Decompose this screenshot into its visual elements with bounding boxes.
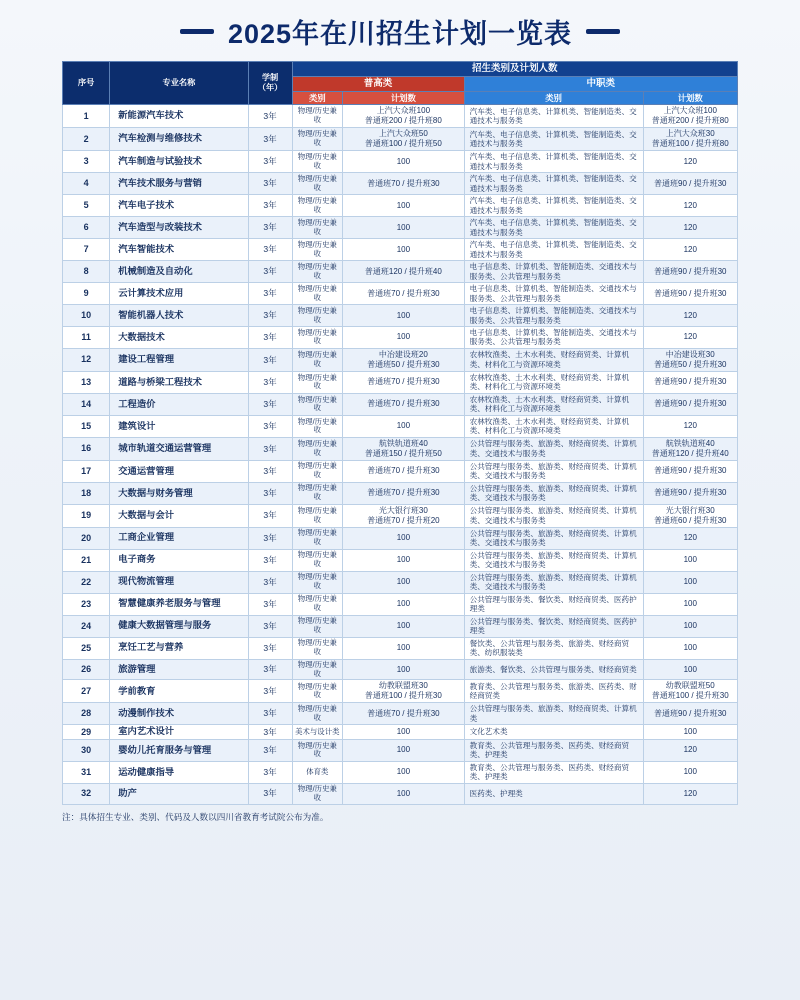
- table-row: [63, 460, 738, 482]
- cell-pg-plan: 上汽大众班100 普通班200 / 提升班80: [343, 105, 465, 128]
- cell-years: 3年: [248, 261, 292, 283]
- cell-years: 3年: [248, 783, 292, 804]
- cell-pg-plan: 普通班70 / 提升班30: [343, 173, 465, 195]
- cell-index: 22: [63, 571, 110, 593]
- cell-zz-kind: 农林牧渔类、土木水利类、财经商贸类、计算机类、材料化工与资源环境类: [464, 415, 643, 437]
- cell-index: 32: [63, 783, 110, 804]
- cell-zz-kind: 公共管理与服务类、旅游类、财经商贸类、计算机类、交通技术与服务类: [464, 527, 643, 549]
- cell-pg-kind: 物理/历史兼收: [292, 549, 343, 571]
- cell-pg-plan: 100: [343, 195, 465, 217]
- cell-index: 24: [63, 615, 110, 637]
- cell-years: 3年: [248, 283, 292, 305]
- cell-pg-kind: 物理/历史兼收: [292, 571, 343, 593]
- cell-index: 19: [63, 504, 110, 527]
- cell-zz-kind: 汽车类、电子信息类、计算机类、智能制造类、交通技术与服务类: [464, 217, 643, 239]
- cell-years: 3年: [248, 151, 292, 173]
- col-header-zz-plan: 计划数: [643, 91, 738, 105]
- cell-zz-plan: 幼教联盟班50 普通班100 / 提升班30: [643, 680, 738, 703]
- cell-zz-plan: 100: [643, 549, 738, 571]
- cell-zz-plan: 上汽大众班30 普通班100 / 提升班80: [643, 128, 738, 151]
- cell-index: 31: [63, 761, 110, 783]
- table-row: [63, 725, 738, 740]
- cell-zz-kind: 汽车类、电子信息类、计算机类、智能制造类、交通技术与服务类: [464, 173, 643, 195]
- cell-index: 3: [63, 151, 110, 173]
- cell-years: 3年: [248, 128, 292, 151]
- admission-plan-table: [62, 61, 738, 805]
- table-row: [63, 173, 738, 195]
- cell-pg-kind: 物理/历史兼收: [292, 739, 343, 761]
- cell-years: 3年: [248, 173, 292, 195]
- cell-index: 5: [63, 195, 110, 217]
- cell-pg-plan: 100: [343, 217, 465, 239]
- cell-zz-kind: 教育类、公共管理与服务类、医药类、财经商贸类、护理类: [464, 761, 643, 783]
- cell-pg-plan: 100: [343, 783, 465, 804]
- cell-years: 3年: [248, 703, 292, 725]
- cell-years: 3年: [248, 659, 292, 680]
- cell-index: 18: [63, 482, 110, 504]
- table-row: [63, 371, 738, 393]
- cell-zz-plan: 120: [643, 415, 738, 437]
- table-row: [63, 283, 738, 305]
- cell-zz-plan: 普通班90 / 提升班30: [643, 283, 738, 305]
- table-row: [63, 504, 738, 527]
- cell-major: 汽车检测与维修技术: [110, 128, 248, 151]
- cell-major: 汽车电子技术: [110, 195, 248, 217]
- cell-index: 30: [63, 739, 110, 761]
- cell-zz-kind: 公共管理与服务类、旅游类、财经商贸类、计算机类: [464, 703, 643, 725]
- cell-years: 3年: [248, 195, 292, 217]
- cell-years: 3年: [248, 371, 292, 393]
- page-title: [0, 0, 800, 61]
- cell-years: 3年: [248, 680, 292, 703]
- table-header-row-1: [63, 62, 738, 77]
- cell-zz-kind: 电子信息类、计算机类、智能制造类、交通技术与服务类、公共管理与服务类: [464, 283, 643, 305]
- page-title-text: 2025年在川招生计划一览表: [227, 19, 573, 49]
- col-header-major: 专业名称: [110, 62, 248, 105]
- cell-years: 3年: [248, 105, 292, 128]
- cell-years: 3年: [248, 415, 292, 437]
- table-row: [63, 305, 738, 327]
- cell-pg-plan: 100: [343, 305, 465, 327]
- cell-pg-plan: 100: [343, 725, 465, 740]
- table-row: [63, 217, 738, 239]
- table-row: [63, 680, 738, 703]
- cell-major: 电子商务: [110, 549, 248, 571]
- table-row: [63, 195, 738, 217]
- cell-pg-plan: 普通班70 / 提升班30: [343, 703, 465, 725]
- cell-zz-plan: 航铁轨道班40 普通班120 / 提升班40: [643, 437, 738, 460]
- cell-major: 大数据与会计: [110, 504, 248, 527]
- col-header-pg-plan: 计划数: [343, 91, 465, 105]
- cell-pg-plan: 普通班70 / 提升班30: [343, 371, 465, 393]
- cell-zz-plan: 100: [643, 637, 738, 659]
- cell-zz-kind: 农林牧渔类、土木水利类、财经商贸类、计算机类、材料化工与资源环境类: [464, 371, 643, 393]
- cell-zz-plan: 普通班90 / 提升班30: [643, 482, 738, 504]
- table-row: [63, 783, 738, 804]
- cell-index: 20: [63, 527, 110, 549]
- cell-major: 机械制造及自动化: [110, 261, 248, 283]
- cell-pg-plan: 100: [343, 739, 465, 761]
- table-row: [63, 761, 738, 783]
- cell-major: 健康大数据管理与服务: [110, 615, 248, 637]
- cell-pg-kind: 物理/历史兼收: [292, 283, 343, 305]
- cell-years: 3年: [248, 739, 292, 761]
- cell-zz-kind: 医药类、护理类: [464, 783, 643, 804]
- cell-major: 室内艺术设计: [110, 725, 248, 740]
- cell-pg-kind: 物理/历史兼收: [292, 305, 343, 327]
- cell-pg-plan: 100: [343, 571, 465, 593]
- cell-pg-kind: 物理/历史兼收: [292, 460, 343, 482]
- cell-years: 3年: [248, 393, 292, 415]
- cell-zz-plan: 普通班90 / 提升班30: [643, 371, 738, 393]
- cell-zz-kind: 汽车类、电子信息类、计算机类、智能制造类、交通技术与服务类: [464, 195, 643, 217]
- col-header-pg-kind: 类别: [292, 91, 343, 105]
- cell-zz-kind: 公共管理与服务类、餐饮类、财经商贸类、医药护理类: [464, 615, 643, 637]
- cell-zz-plan: 120: [643, 739, 738, 761]
- cell-index: 7: [63, 239, 110, 261]
- cell-years: 3年: [248, 725, 292, 740]
- cell-major: 汽车造型与改装技术: [110, 217, 248, 239]
- cell-major: 智能机器人技术: [110, 305, 248, 327]
- cell-zz-kind: 电子信息类、计算机类、智能制造类、交通技术与服务类、公共管理与服务类: [464, 261, 643, 283]
- cell-pg-kind: 物理/历史兼收: [292, 217, 343, 239]
- cell-major: 婴幼儿托育服务与管理: [110, 739, 248, 761]
- cell-zz-kind: 公共管理与服务类、旅游类、财经商贸类、计算机类、交通技术与服务类: [464, 460, 643, 482]
- cell-index: 4: [63, 173, 110, 195]
- cell-pg-plan: 航铁轨道班40 普通班150 / 提升班50: [343, 437, 465, 460]
- cell-pg-kind: 物理/历史兼收: [292, 239, 343, 261]
- cell-major: 建设工程管理: [110, 348, 248, 371]
- cell-pg-kind: 物理/历史兼收: [292, 482, 343, 504]
- cell-index: 16: [63, 437, 110, 460]
- cell-pg-kind: 物理/历史兼收: [292, 261, 343, 283]
- cell-pg-kind: 物理/历史兼收: [292, 637, 343, 659]
- cell-pg-kind: 物理/历史兼收: [292, 615, 343, 637]
- table-row: [63, 549, 738, 571]
- cell-major: 烹饪工艺与营养: [110, 637, 248, 659]
- cell-index: 15: [63, 415, 110, 437]
- cell-zz-kind: 公共管理与服务类、旅游类、财经商贸类、计算机类、交通技术与服务类: [464, 482, 643, 504]
- table-row: [63, 415, 738, 437]
- cell-index: 1: [63, 105, 110, 128]
- cell-index: 11: [63, 327, 110, 349]
- cell-pg-kind: 物理/历史兼收: [292, 393, 343, 415]
- cell-pg-plan: 100: [343, 239, 465, 261]
- table-row: [63, 615, 738, 637]
- cell-major: 大数据与财务管理: [110, 482, 248, 504]
- cell-pg-kind: 物理/历史兼收: [292, 415, 343, 437]
- cell-pg-plan: 100: [343, 593, 465, 615]
- cell-zz-kind: 汽车类、电子信息类、计算机类、智能制造类、交通技术与服务类: [464, 105, 643, 128]
- cell-major: 工程造价: [110, 393, 248, 415]
- cell-zz-kind: 汽车类、电子信息类、计算机类、智能制造类、交通技术与服务类: [464, 151, 643, 173]
- title-left-dash-icon: [180, 29, 214, 34]
- cell-index: 17: [63, 460, 110, 482]
- cell-zz-plan: 100: [643, 761, 738, 783]
- cell-pg-kind: 物理/历史兼收: [292, 151, 343, 173]
- cell-zz-kind: 公共管理与服务类、旅游类、财经商贸类、计算机类、交通技术与服务类: [464, 504, 643, 527]
- cell-years: 3年: [248, 239, 292, 261]
- cell-pg-plan: 100: [343, 549, 465, 571]
- cell-zz-kind: 汽车类、电子信息类、计算机类、智能制造类、交通技术与服务类: [464, 239, 643, 261]
- cell-pg-plan: 光大银行班30 普通班70 / 提升班20: [343, 504, 465, 527]
- cell-zz-plan: 普通班90 / 提升班30: [643, 261, 738, 283]
- cell-index: 8: [63, 261, 110, 283]
- cell-index: 10: [63, 305, 110, 327]
- cell-major: 学前教育: [110, 680, 248, 703]
- cell-zz-plan: 光大银行班30 普通班60 / 提升班30: [643, 504, 738, 527]
- cell-zz-plan: 120: [643, 239, 738, 261]
- cell-pg-kind: 物理/历史兼收: [292, 128, 343, 151]
- cell-zz-kind: 教育类、公共管理与服务类、医药类、财经商贸类、护理类: [464, 739, 643, 761]
- cell-years: 3年: [248, 761, 292, 783]
- cell-zz-kind: 电子信息类、计算机类、智能制造类、交通技术与服务类、公共管理与服务类: [464, 305, 643, 327]
- cell-major: 助产: [110, 783, 248, 804]
- cell-zz-plan: 120: [643, 783, 738, 804]
- cell-years: 3年: [248, 217, 292, 239]
- col-header-years: 学制 （年）: [248, 62, 292, 105]
- cell-pg-plan: 普通班70 / 提升班30: [343, 393, 465, 415]
- cell-zz-plan: 120: [643, 305, 738, 327]
- cell-zz-plan: 普通班90 / 提升班30: [643, 173, 738, 195]
- table-row: [63, 659, 738, 680]
- cell-years: 3年: [248, 615, 292, 637]
- cell-pg-plan: 上汽大众班50 普通班100 / 提升班50: [343, 128, 465, 151]
- cell-zz-plan: 120: [643, 527, 738, 549]
- cell-index: 13: [63, 371, 110, 393]
- cell-index: 29: [63, 725, 110, 740]
- cell-pg-plan: 中冶建设班20 普通班50 / 提升班30: [343, 348, 465, 371]
- cell-major: 新能源汽车技术: [110, 105, 248, 128]
- cell-zz-plan: 120: [643, 151, 738, 173]
- cell-major: 工商企业管理: [110, 527, 248, 549]
- cell-zz-kind: 公共管理与服务类、旅游类、财经商贸类、计算机类、交通技术与服务类: [464, 549, 643, 571]
- cell-pg-kind: 物理/历史兼收: [292, 783, 343, 804]
- cell-pg-plan: 100: [343, 327, 465, 349]
- cell-major: 云计算技术应用: [110, 283, 248, 305]
- cell-zz-kind: 汽车类、电子信息类、计算机类、智能制造类、交通技术与服务类: [464, 128, 643, 151]
- cell-pg-kind: 体育类: [292, 761, 343, 783]
- cell-zz-plan: 普通班90 / 提升班30: [643, 460, 738, 482]
- cell-zz-kind: 文化艺术类: [464, 725, 643, 740]
- cell-index: 12: [63, 348, 110, 371]
- cell-zz-plan: 普通班90 / 提升班30: [643, 393, 738, 415]
- cell-zz-plan: 100: [643, 659, 738, 680]
- cell-zz-kind: 公共管理与服务类、旅游类、财经商贸类、计算机类、交通技术与服务类: [464, 571, 643, 593]
- cell-zz-kind: 教育类、公共管理与服务类、旅游类、医药类、财经商贸类: [464, 680, 643, 703]
- col-header-vocational: 中职类: [464, 76, 737, 91]
- col-header-index: 序号: [63, 62, 110, 105]
- col-header-general-high: 普高类: [292, 76, 464, 91]
- cell-zz-plan: 上汽大众班100 普通班200 / 提升班80: [643, 105, 738, 128]
- cell-zz-plan: 120: [643, 217, 738, 239]
- cell-major: 汽车智能技术: [110, 239, 248, 261]
- col-header-zz-kind: 类别: [464, 91, 643, 105]
- table-body: [63, 105, 738, 804]
- cell-years: 3年: [248, 327, 292, 349]
- cell-index: 28: [63, 703, 110, 725]
- footer-note: 注：具体招生专业、类别、代码及人数以四川省教育考试院公布为准。: [62, 811, 329, 822]
- cell-pg-plan: 普通班70 / 提升班30: [343, 283, 465, 305]
- cell-major: 城市轨道交通运营管理: [110, 437, 248, 460]
- cell-zz-plan: 普通班90 / 提升班30: [643, 703, 738, 725]
- cell-pg-plan: 100: [343, 615, 465, 637]
- cell-pg-plan: 100: [343, 761, 465, 783]
- cell-zz-kind: 旅游类、餐饮类、公共管理与服务类、财经商贸类: [464, 659, 643, 680]
- title-right-dash-icon: [586, 29, 620, 34]
- cell-zz-plan: 100: [643, 725, 738, 740]
- cell-pg-kind: 物理/历史兼收: [292, 593, 343, 615]
- cell-pg-kind: 物理/历史兼收: [292, 173, 343, 195]
- cell-pg-kind: 物理/历史兼收: [292, 527, 343, 549]
- cell-years: 3年: [248, 482, 292, 504]
- cell-pg-plan: 幼教联盟班30 普通班100 / 提升班30: [343, 680, 465, 703]
- cell-zz-plan: 120: [643, 195, 738, 217]
- cell-major: 建筑设计: [110, 415, 248, 437]
- cell-zz-plan: 100: [643, 593, 738, 615]
- table-row: [63, 593, 738, 615]
- table-row: [63, 527, 738, 549]
- cell-index: 27: [63, 680, 110, 703]
- cell-index: 23: [63, 593, 110, 615]
- table-row: [63, 151, 738, 173]
- table-row: [63, 239, 738, 261]
- cell-pg-kind: 物理/历史兼收: [292, 703, 343, 725]
- cell-major: 道路与桥梁工程技术: [110, 371, 248, 393]
- cell-pg-plan: 普通班70 / 提升班30: [343, 460, 465, 482]
- table-row: [63, 348, 738, 371]
- cell-major: 智慧健康养老服务与管理: [110, 593, 248, 615]
- cell-zz-kind: 农林牧渔类、土木水利类、财经商贸类、计算机类、材料化工与资源环境类: [464, 393, 643, 415]
- cell-zz-kind: 农林牧渔类、土木水利类、财经商贸类、计算机类、材料化工与资源环境类: [464, 348, 643, 371]
- cell-major: 现代物流管理: [110, 571, 248, 593]
- cell-major: 汽车技术服务与营销: [110, 173, 248, 195]
- cell-major: 旅游管理: [110, 659, 248, 680]
- cell-years: 3年: [248, 593, 292, 615]
- cell-major: 运动健康指导: [110, 761, 248, 783]
- cell-major: 汽车制造与试验技术: [110, 151, 248, 173]
- table-row: [63, 703, 738, 725]
- table-row: [63, 739, 738, 761]
- cell-years: 3年: [248, 437, 292, 460]
- cell-zz-plan: 100: [643, 615, 738, 637]
- cell-zz-kind: 公共管理与服务类、旅游类、财经商贸类、计算机类、交通技术与服务类: [464, 437, 643, 460]
- cell-years: 3年: [248, 460, 292, 482]
- cell-years: 3年: [248, 504, 292, 527]
- cell-pg-plan: 100: [343, 637, 465, 659]
- cell-pg-plan: 100: [343, 415, 465, 437]
- cell-index: 9: [63, 283, 110, 305]
- cell-pg-kind: 物理/历史兼收: [292, 437, 343, 460]
- table-row: [63, 393, 738, 415]
- cell-index: 2: [63, 128, 110, 151]
- table-row: [63, 571, 738, 593]
- cell-zz-kind: 餐饮类、公共管理与服务类、旅游类、财经商贸类、纺织服装类: [464, 637, 643, 659]
- cell-pg-plan: 100: [343, 151, 465, 173]
- cell-zz-plan: 100: [643, 571, 738, 593]
- table-row: [63, 437, 738, 460]
- cell-years: 3年: [248, 305, 292, 327]
- cell-pg-kind: 物理/历史兼收: [292, 105, 343, 128]
- admission-plan-table-area: [0, 61, 800, 805]
- cell-zz-plan: 120: [643, 327, 738, 349]
- cell-years: 3年: [248, 527, 292, 549]
- cell-index: 14: [63, 393, 110, 415]
- table-row: [63, 105, 738, 128]
- cell-major: 交通运营管理: [110, 460, 248, 482]
- cell-index: 25: [63, 637, 110, 659]
- table-row: [63, 637, 738, 659]
- cell-years: 3年: [248, 348, 292, 371]
- col-header-group: 招生类别及计划人数: [292, 62, 738, 77]
- cell-pg-kind: 美术与设计类: [292, 725, 343, 740]
- cell-pg-kind: 物理/历史兼收: [292, 195, 343, 217]
- cell-major: 动漫制作技术: [110, 703, 248, 725]
- cell-index: 21: [63, 549, 110, 571]
- table-row: [63, 128, 738, 151]
- cell-index: 6: [63, 217, 110, 239]
- cell-years: 3年: [248, 637, 292, 659]
- cell-pg-plan: 普通班120 / 提升班40: [343, 261, 465, 283]
- table-row: [63, 327, 738, 349]
- cell-pg-plan: 普通班70 / 提升班30: [343, 482, 465, 504]
- cell-pg-plan: 100: [343, 527, 465, 549]
- cell-pg-kind: 物理/历史兼收: [292, 371, 343, 393]
- cell-pg-plan: 100: [343, 659, 465, 680]
- cell-years: 3年: [248, 549, 292, 571]
- cell-pg-kind: 物理/历史兼收: [292, 348, 343, 371]
- cell-index: 26: [63, 659, 110, 680]
- cell-major: 大数据技术: [110, 327, 248, 349]
- cell-pg-kind: 物理/历史兼收: [292, 327, 343, 349]
- cell-pg-kind: 物理/历史兼收: [292, 680, 343, 703]
- cell-pg-kind: 物理/历史兼收: [292, 659, 343, 680]
- table-row: [63, 482, 738, 504]
- cell-zz-kind: 公共管理与服务类、餐饮类、财经商贸类、医药护理类: [464, 593, 643, 615]
- cell-pg-kind: 物理/历史兼收: [292, 504, 343, 527]
- cell-years: 3年: [248, 571, 292, 593]
- cell-zz-kind: 电子信息类、计算机类、智能制造类、交通技术与服务类、公共管理与服务类: [464, 327, 643, 349]
- table-row: [63, 261, 738, 283]
- cell-zz-plan: 中冶建设班30 普通班50 / 提升班30: [643, 348, 738, 371]
